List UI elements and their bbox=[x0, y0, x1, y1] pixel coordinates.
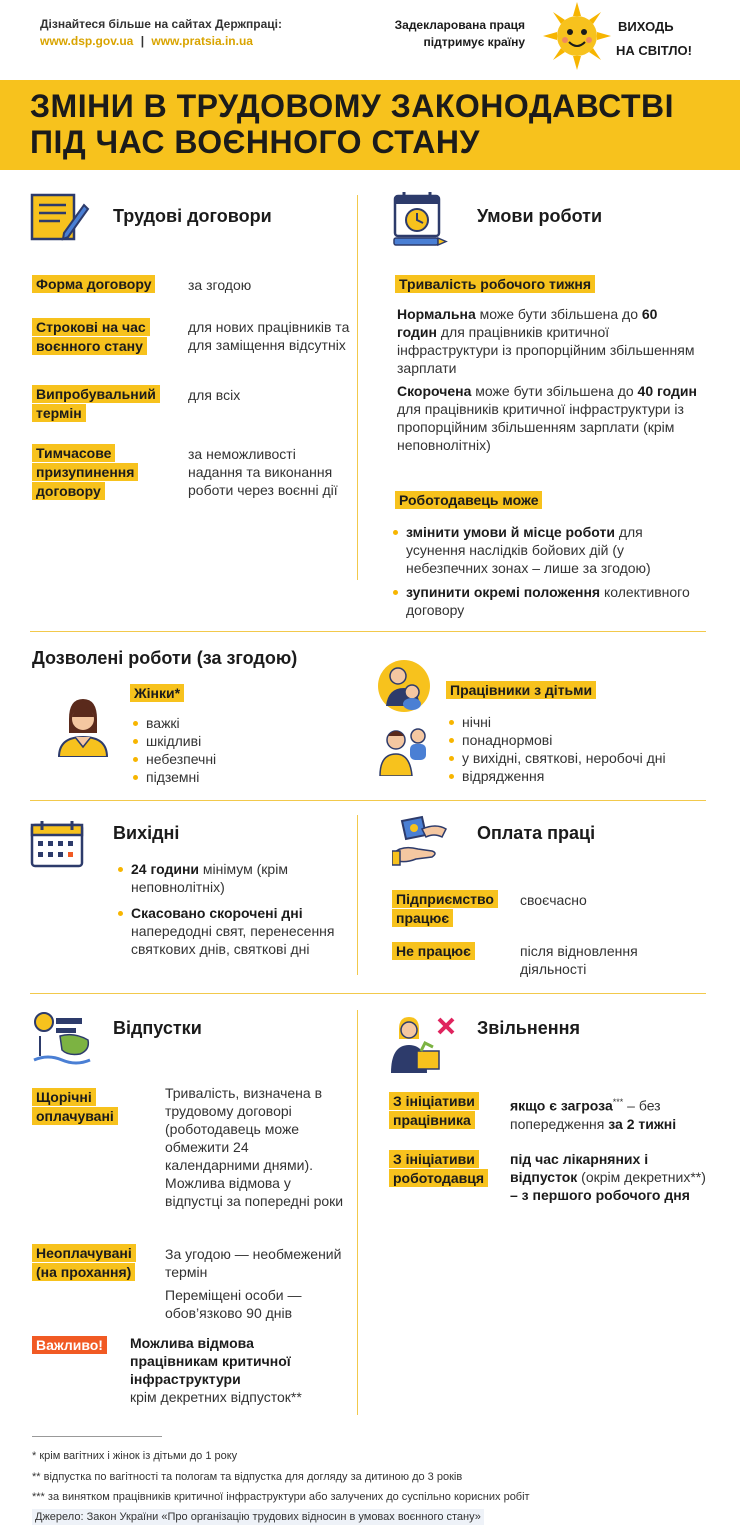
weekends-item-1-text: мінімум (крім неповнолітніх) bbox=[131, 861, 288, 895]
contract-probation-value: для всіх bbox=[188, 387, 241, 403]
parents-list bbox=[446, 713, 666, 785]
weekends-item-2-bold: Скасовано скорочені дні bbox=[131, 905, 303, 921]
vacation-paid-label: Щорічні оплачувані bbox=[32, 1088, 118, 1125]
contract-row-probation-label bbox=[32, 385, 177, 423]
weekends-title: Вихідні bbox=[113, 823, 180, 843]
short-week-text-2: для працівників критичної інфраструктури із пропорційним збільшенням зарплати (крім неповнолітніх) bbox=[397, 401, 684, 453]
normal-week-text-2: для працівників критичної інфраструктури із пропорційним збільшенням зарплати bbox=[397, 324, 695, 376]
women-label-wrap bbox=[130, 684, 184, 703]
slogan-line-1: Задекларована праця bbox=[394, 18, 525, 32]
contract-temp-value: для нових працівників та для заміщення відсутніх bbox=[188, 319, 350, 353]
pay-row-notworking-label bbox=[392, 942, 475, 961]
slogan bbox=[395, 17, 525, 51]
contract-row-form-label bbox=[32, 275, 172, 294]
short-week-text bbox=[397, 382, 697, 454]
contract-document-icon bbox=[30, 193, 90, 243]
pay-title: Оплата праці bbox=[477, 823, 596, 843]
clock-calendar-icon bbox=[392, 190, 448, 248]
list-item: небезпечні bbox=[130, 750, 216, 768]
important-rest: крім декретних відпусток** bbox=[130, 1389, 302, 1405]
page-title-line-1: ЗМІНИ В ТРУДОВОМУ ЗАКОНОДАВСТВІ bbox=[30, 88, 674, 124]
vacation-unpaid-text-1: За угодою — необмежений термін bbox=[165, 1246, 342, 1280]
weekends-item-1-bold: 24 години bbox=[131, 861, 200, 877]
list-item: нічні bbox=[446, 713, 666, 731]
dismissal-employee-label-wrap bbox=[389, 1092, 489, 1130]
employer-item-1-bold: змінити умови й місце роботи bbox=[406, 524, 615, 540]
woman-avatar-icon bbox=[55, 695, 111, 757]
contract-form-value: за згодою bbox=[188, 277, 252, 293]
dismissal-title: Звільнення bbox=[477, 1018, 580, 1038]
employer-can-label: Роботодавець може bbox=[395, 491, 542, 509]
week-duration-label: Тривалість робочого тижня bbox=[395, 275, 595, 293]
logo-line-2: НА СВІТЛО! bbox=[616, 43, 692, 58]
vacation-unpaid-label-wrap bbox=[32, 1244, 152, 1282]
week-duration-label-wrap bbox=[395, 275, 595, 294]
important-bold: Можлива відмова працівникам критичної інфраструктури bbox=[130, 1335, 291, 1387]
dismissal-employer-text-2: (окрім декретних**) bbox=[577, 1169, 706, 1185]
contract-row-suspend-label bbox=[32, 444, 162, 501]
dismissal-threat: якщо є загроза bbox=[510, 1097, 613, 1114]
divider-horizontal-3 bbox=[30, 993, 706, 994]
vacation-paid-label-wrap bbox=[32, 1088, 132, 1126]
important-badge: Важливо! bbox=[32, 1336, 107, 1354]
list-item bbox=[390, 523, 705, 577]
divider-vertical-1 bbox=[357, 195, 358, 580]
normal-week-text-1: може бути збільшена до bbox=[475, 306, 642, 322]
list-item: важкі bbox=[130, 714, 216, 732]
vacation-title: Відпустки bbox=[113, 1018, 202, 1038]
vacation-unpaid-label: Неоплачувані (на прохання) bbox=[32, 1244, 136, 1281]
link-separator: | bbox=[140, 34, 145, 48]
employer-can-list bbox=[390, 523, 705, 619]
site-link-pratsia[interactable]: www.pratsia.in.ua bbox=[151, 34, 253, 48]
contract-row-temp-label bbox=[32, 318, 172, 356]
dismissal-2-weeks: за 2 тижні bbox=[608, 1115, 677, 1132]
source-note: Джерело: Закон України «Про організацію трудових відносин в умовах воєнного стану» bbox=[32, 1509, 484, 1525]
conditions-title: Умови роботи bbox=[477, 206, 603, 226]
dismissal-employee-label: З ініціативи працівника bbox=[389, 1092, 479, 1129]
list-item: у вихідні, святкові, неробочі дні bbox=[446, 749, 666, 767]
weekends-item-2-text: напередодні свят, перенесення святкових днів, святкові дні bbox=[131, 923, 335, 957]
employer-item-2-bold: зупинити окремі положення bbox=[406, 584, 601, 600]
logo-text bbox=[616, 15, 692, 63]
list-item bbox=[390, 583, 705, 619]
employer-can-label-wrap bbox=[395, 491, 542, 510]
contract-form-label: Форма договору bbox=[32, 275, 155, 293]
mother-child-icon bbox=[376, 658, 432, 714]
footnote-1: * крім вагітних і жінок із дітьми до 1 року bbox=[32, 1450, 238, 1462]
short-week-hours: 40 годин bbox=[637, 383, 697, 399]
contract-suspend-label: Тимчасове призупинення договору bbox=[32, 444, 138, 500]
dismissal-employer-label-wrap bbox=[389, 1150, 499, 1188]
contracts-title: Трудові договори bbox=[113, 206, 272, 226]
allowed-title: Дозволені роботи (за згодою) bbox=[32, 648, 298, 668]
dismissal-employer-text bbox=[510, 1150, 715, 1204]
normal-week-hours: 60 годин bbox=[397, 306, 658, 340]
vacation-beach-icon bbox=[30, 1010, 92, 1068]
dismissal-worker-box-icon bbox=[389, 1015, 459, 1073]
pay-row-working-label bbox=[392, 890, 512, 928]
father-child-icon bbox=[376, 720, 432, 776]
important-label-wrap bbox=[32, 1336, 107, 1355]
contract-temp-label: Строкові на час воєнного стану bbox=[32, 318, 150, 355]
pay-notworking-value: після відновлення діяльності bbox=[520, 943, 638, 977]
list-item bbox=[115, 904, 340, 958]
slogan-line-2: підтримує країну bbox=[423, 35, 525, 49]
list-item: шкідливі bbox=[130, 732, 216, 750]
contract-suspend-value: за неможливості надання та виконання роботи через воєнні дії bbox=[188, 446, 338, 498]
calendar-icon bbox=[30, 820, 84, 868]
employer-item-1-text: для усунення наслідків бойових дій (у небезпечних зонах – лише за згодою) bbox=[406, 524, 651, 576]
normal-week-bold: Нормальна bbox=[397, 306, 476, 322]
footnote-divider bbox=[32, 1436, 162, 1437]
page-title bbox=[30, 88, 674, 160]
site-link-dsp[interactable]: www.dsp.gov.ua bbox=[40, 34, 134, 48]
dismissal-threat-sup: *** bbox=[612, 1097, 624, 1107]
dismissal-employer-label: З ініціативи роботодавця bbox=[389, 1150, 488, 1187]
footnote-2: ** відпустка по вагітності та пологам та відпустка для догляду за дитиною до 3 років bbox=[32, 1471, 463, 1483]
vacation-unpaid-text-2: Переміщені особи — обов’язково 90 днів bbox=[165, 1287, 302, 1321]
logo-line-1: ВИХОДЬ bbox=[618, 19, 674, 34]
pay-working-value: своєчасно bbox=[520, 892, 587, 908]
pay-working-label: Підприємство працює bbox=[392, 890, 498, 927]
divider-vertical-2 bbox=[357, 815, 358, 975]
header-info bbox=[40, 17, 282, 48]
weekends-list bbox=[115, 860, 340, 958]
contract-probation-label: Випробувальний термін bbox=[32, 385, 160, 422]
footnote-3: *** за винятком працівників критичної інфраструктури або залучених до суспільно корисних робіт bbox=[32, 1491, 530, 1503]
short-week-text-1: може бути збільшена до bbox=[471, 383, 638, 399]
list-item: понаднормові bbox=[446, 731, 666, 749]
dismissal-sick-leave: під час лікарняних і відпусток bbox=[510, 1151, 649, 1185]
payment-hands-icon bbox=[392, 815, 448, 867]
dismissal-employee-text-2: – без попередження bbox=[510, 1097, 661, 1132]
women-label: Жінки* bbox=[130, 684, 184, 702]
dismissal-first-day: – з першого робочого дня bbox=[510, 1187, 690, 1203]
divider-horizontal-2 bbox=[30, 800, 706, 801]
vacation-paid-text: Тривалість, визначена в трудовому договорі (роботодавець може обмежити 24 календарними днями). Можлива відмова у відпустці за попередні роки bbox=[165, 1085, 344, 1209]
divider-vertical-3 bbox=[357, 1010, 358, 1415]
employer-item-2-text: колективного договору bbox=[406, 584, 690, 618]
pay-notworking-label: Не працює bbox=[392, 942, 475, 960]
page-title-line-2: ПІД ЧАС ВОЄННОГО СТАНУ bbox=[30, 124, 480, 160]
normal-week-text bbox=[397, 305, 697, 377]
women-list bbox=[130, 714, 216, 786]
divider-horizontal-1 bbox=[30, 631, 706, 632]
list-item bbox=[115, 860, 340, 896]
parents-label: Працівники з дітьми bbox=[446, 681, 596, 699]
list-item: підземні bbox=[130, 768, 216, 786]
important-text bbox=[130, 1334, 345, 1406]
short-week-bold: Скорочена bbox=[397, 383, 472, 399]
sun-logo-icon bbox=[543, 2, 611, 70]
dismissal-employee-text bbox=[510, 1093, 715, 1133]
parents-label-wrap bbox=[446, 681, 596, 700]
learn-more-text: Дізнайтеся більше на сайтах Держпраці: bbox=[40, 17, 282, 31]
list-item: відрядження bbox=[446, 767, 666, 785]
